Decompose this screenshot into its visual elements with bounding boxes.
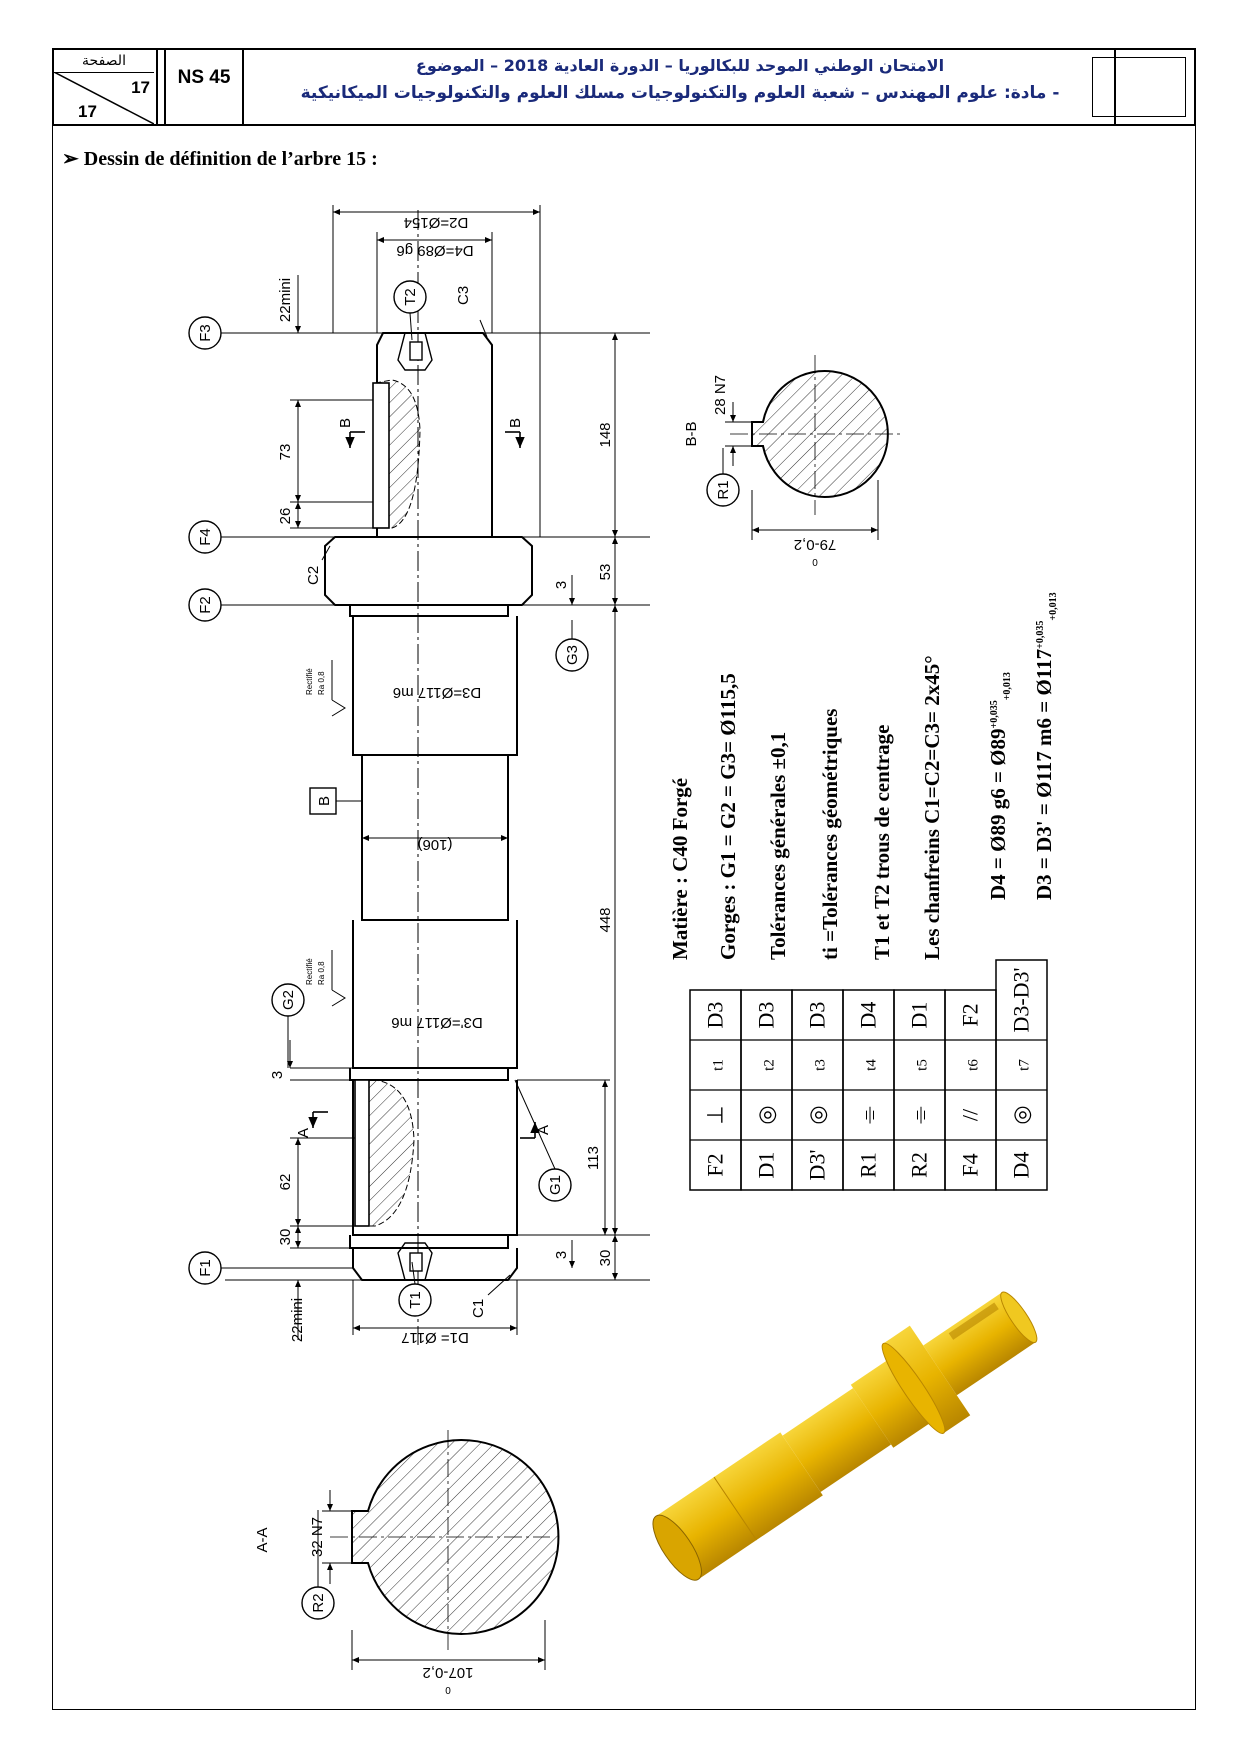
- dim-aa-width: 107-0,2: [422, 1664, 474, 1681]
- datum-b-label: B: [316, 795, 333, 807]
- label-f2: F2: [197, 596, 214, 614]
- section-title: ➢ Dessin de définition de l’arbre 15 :: [62, 148, 378, 170]
- label-t2: T2: [402, 288, 419, 306]
- tol-value: t1: [710, 1059, 727, 1071]
- tol-value: t3: [812, 1059, 829, 1071]
- dim-bb-width-sub: 0: [812, 558, 818, 569]
- note-d3-sub: +0,013: [1048, 592, 1060, 621]
- note-d4-text: D4 = Ø89 g6 = Ø89: [986, 728, 1010, 900]
- keyway-bottom: [355, 1080, 414, 1226]
- dim-aa-width-sub: 0: [445, 1686, 451, 1697]
- dim-d3-top: D3=Ø117 m6: [392, 684, 482, 701]
- label-r2: R2: [310, 1593, 327, 1613]
- dim-26: 26: [277, 507, 294, 525]
- tol-ref: F2: [702, 1153, 728, 1177]
- tol-datum: D3-D3': [1008, 967, 1034, 1033]
- tol-symbol: ⌯: [855, 1106, 881, 1124]
- keyway-top: [373, 380, 420, 528]
- page-current: 17: [131, 78, 150, 97]
- tol-datum: D3: [804, 1001, 830, 1029]
- title-line-1: الامتحان الوطني الموحد للبكالوريا – الدورة العادية 2018 – الموضوع: [415, 56, 945, 75]
- tol-symbol: ◎: [753, 1105, 779, 1125]
- label-g3: G3: [564, 644, 581, 666]
- note-d4-sub: +0,013: [1002, 672, 1014, 701]
- tol-datum: D1: [906, 1001, 932, 1029]
- dim-62: 62: [277, 1173, 294, 1191]
- label-g1: G1: [547, 1174, 564, 1196]
- tol-symbol: ⌯: [906, 1106, 932, 1124]
- label-g2: G2: [280, 989, 297, 1011]
- tol-symbol: ⊥: [702, 1105, 728, 1125]
- label-section-aa: A-A: [254, 1527, 271, 1553]
- tol-value: t6: [965, 1059, 982, 1071]
- label-f4: F4: [197, 528, 214, 546]
- title-line-2: - مادة: علوم المهندس – شعبة العلوم والتكنولوجيات مسلك العلوم والتكنولوجيات الميكانيكية: [300, 83, 1060, 103]
- finish-ra-top: Ra 0,8: [317, 671, 326, 695]
- shaft-3d-render: [635, 1268, 1055, 1600]
- label-c3: C3: [455, 285, 472, 305]
- dim-113: 113: [585, 1146, 602, 1170]
- tol-ref: F4: [957, 1153, 983, 1177]
- note-matiere: Matière : C40 Forgé: [668, 777, 692, 960]
- tol-ref: R2: [906, 1152, 932, 1178]
- dim-d4: D4=Ø89 g6: [396, 242, 474, 259]
- note-tol-gen: Tolérances générales ±0,1: [766, 731, 790, 960]
- label-c2: C2: [305, 565, 322, 585]
- dim-22mini-top: 22mini: [277, 277, 294, 323]
- label-section-b-right: B: [507, 417, 524, 428]
- tol-ref: R1: [855, 1152, 881, 1178]
- dim-148: 148: [597, 422, 614, 448]
- ref-circles: [189, 281, 739, 1619]
- tol-value: t4: [863, 1059, 880, 1071]
- note-chanfreins: Les chanfreins C1=C2=C3= 2x45°: [920, 655, 944, 960]
- dim-keyway-bb: 28 N7: [712, 374, 729, 416]
- tol-value: t5: [914, 1059, 931, 1071]
- label-section-a-left: A: [295, 1127, 312, 1138]
- note-d3-text: D3 = D3' = Ø117 m6 = Ø117: [1032, 648, 1056, 900]
- finish-ra-bottom: Ra 0,8: [317, 961, 326, 985]
- note-gorges: Gorges : G1 = G2 = G3= Ø115,5: [716, 673, 740, 960]
- dimension-lines: [298, 212, 615, 1328]
- page-label: الصفحة: [54, 50, 154, 73]
- tol-symbol: ◎: [804, 1105, 830, 1125]
- section-aa: [322, 1430, 558, 1670]
- dim-middle: (106): [417, 836, 453, 853]
- tol-symbol: //: [957, 1108, 983, 1122]
- label-f3: F3: [197, 324, 214, 342]
- tol-ref: D4: [1008, 1151, 1034, 1179]
- tol-datum: D4: [855, 1001, 881, 1029]
- tol-value: t7: [1016, 1059, 1033, 1071]
- tol-symbol: ◎: [1008, 1105, 1034, 1125]
- dim-d1: D1= Ø117: [401, 1329, 469, 1346]
- label-section-bb: B-B: [683, 421, 700, 447]
- label-section-b-left: B: [337, 417, 354, 428]
- exam-code: NS 45: [164, 50, 244, 124]
- ref-leaders: [221, 313, 723, 1587]
- tol-datum: D3: [702, 1001, 728, 1029]
- tol-ref: D3': [804, 1149, 830, 1181]
- dim-22mini-bottom: 22mini: [289, 1297, 306, 1343]
- dim-3-mid: 3: [269, 1070, 286, 1080]
- tol-ref: D1: [753, 1151, 779, 1179]
- note-d3: [1032, 592, 1059, 900]
- note-d3-sup: +0,035: [1035, 620, 1046, 649]
- section-title-text: Dessin de définition de l’arbre 15 :: [83, 148, 378, 170]
- tol-datum: D3: [753, 1001, 779, 1029]
- dim-73: 73: [277, 443, 294, 461]
- dim-3-top: 3: [553, 580, 570, 590]
- label-c1: C1: [470, 1298, 487, 1318]
- dim-keyway-aa: 32 N7: [309, 1516, 326, 1558]
- dim-3-bottom: 3: [553, 1250, 570, 1260]
- finish-rectifie-bottom: Rectifié: [305, 958, 314, 985]
- dim-d3-bottom: D3'=Ø117 m6: [391, 1014, 483, 1031]
- finish-rectifie-top: Rectifié: [305, 668, 314, 695]
- note-centrage: T1 et T2 trous de centrage: [870, 724, 894, 960]
- centre-hole-t2: [398, 333, 432, 370]
- dim-30-bottom: 30: [597, 1249, 614, 1267]
- note-tol-geo: ti =Tolérances géométriques: [818, 708, 842, 960]
- label-section-a-right: A: [535, 1124, 552, 1135]
- page-total: 17: [78, 102, 97, 121]
- surface-finish-marks: [332, 660, 345, 1006]
- note-d4: [986, 672, 1013, 900]
- dim-30-left: 30: [277, 1228, 294, 1246]
- label-t1: T1: [407, 1291, 424, 1309]
- label-f1: F1: [197, 1259, 214, 1277]
- tolerance-table: [690, 960, 1047, 1190]
- dim-448: 448: [597, 907, 614, 933]
- section-bb: [725, 355, 900, 540]
- label-r1: R1: [715, 480, 732, 500]
- dim-53: 53: [597, 563, 614, 581]
- dim-d2: D2=Ø154: [403, 214, 469, 231]
- tol-datum: F2: [957, 1003, 983, 1027]
- tol-value: t2: [761, 1059, 778, 1071]
- dim-bb-width: 79-0,2: [793, 536, 837, 553]
- note-d4-sup: +0,035: [989, 700, 1000, 729]
